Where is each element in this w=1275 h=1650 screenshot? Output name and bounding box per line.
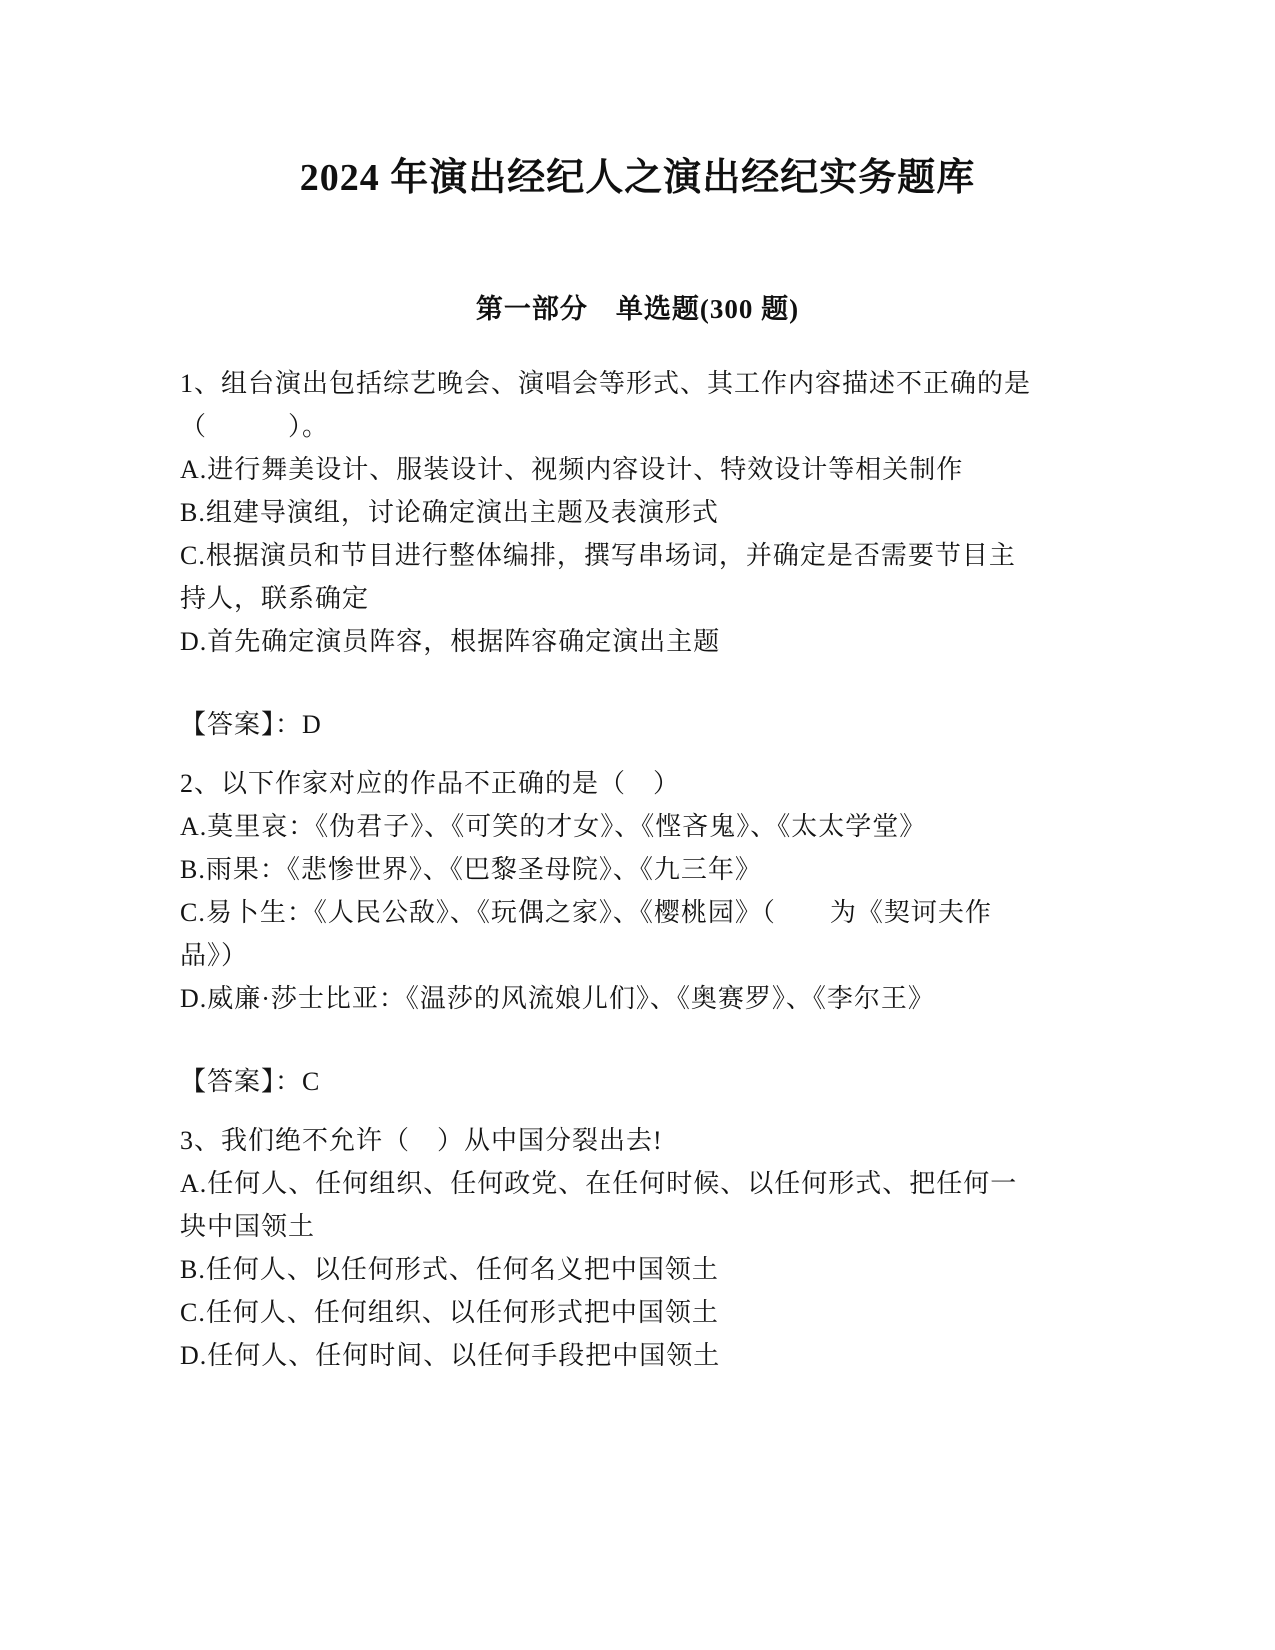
question-2-option-c: C.易卜生：《人民公敌》、《玩偶之家》、《樱桃园》（ 为《契诃夫作品》） xyxy=(180,898,992,970)
question-2-option-a: A.莫里哀：《伪君子》、《可笑的才女》、《悭吝鬼》、《太太学堂》 xyxy=(180,812,927,841)
question-1-answer-row xyxy=(180,703,1038,746)
answer-label: 【答案】： xyxy=(180,710,303,739)
question-2-option-b: B.雨果：《悲惨世界》、《巴黎圣母院》、《九三年》 xyxy=(180,855,762,884)
question-1-option-a: A.进行舞美设计、服装设计、视频内容设计、特效设计等相关制作 xyxy=(180,455,964,484)
answer-value: C xyxy=(302,1067,321,1096)
question-2-option-d: D.威廉·莎士比亚：《温莎的风流娘儿们》、《奥赛罗》、《李尔王》 xyxy=(180,984,935,1013)
question-3-option-d: D.任何人、任何时间、以任何手段把中国领土 xyxy=(180,1341,721,1370)
question-3-option-a: A.任何人、任何组织、任何政党、在任何时候、以任何形式、把任何一块中国领土 xyxy=(180,1169,1018,1241)
question-1-stem: 1、组台演出包括综艺晚会、演唱会等形式、其工作内容描述不正确的是（ ）。 xyxy=(180,369,1032,441)
question-1-option-b: B.组建导演组，讨论确定演出主题及表演形式 xyxy=(180,498,719,527)
question-2-stem: 2、以下作家对应的作品不正确的是（ ） xyxy=(180,769,681,798)
question-3 xyxy=(180,1119,1038,1377)
document-title: 2024 年演出经纪人之演出经纪实务题库 xyxy=(299,157,976,199)
questions-container xyxy=(180,362,1038,1377)
question-2-answer-row xyxy=(180,1060,1038,1103)
section-heading: 第一部分 单选题(300 题) xyxy=(475,294,800,324)
question-3-stem: 3、我们绝不允许（ ）从中国分裂出去! xyxy=(180,1126,663,1155)
question-1-option-d: D.首先确定演员阵容，根据阵容确定演出主题 xyxy=(180,627,721,656)
question-3-option-c: C.任何人、任何组织、以任何形式把中国领土 xyxy=(180,1298,719,1327)
answer-label: 【答案】： xyxy=(180,1067,303,1096)
question-1 xyxy=(180,362,1038,746)
question-3-option-b: B.任何人、以任何形式、任何名义把中国领土 xyxy=(180,1255,719,1284)
question-2 xyxy=(180,762,1038,1103)
answer-value: D xyxy=(302,710,322,739)
question-1-option-c: C.根据演员和节目进行整体编排，撰写串场词，并确定是否需要节目主持人，联系确定 xyxy=(180,541,1016,613)
